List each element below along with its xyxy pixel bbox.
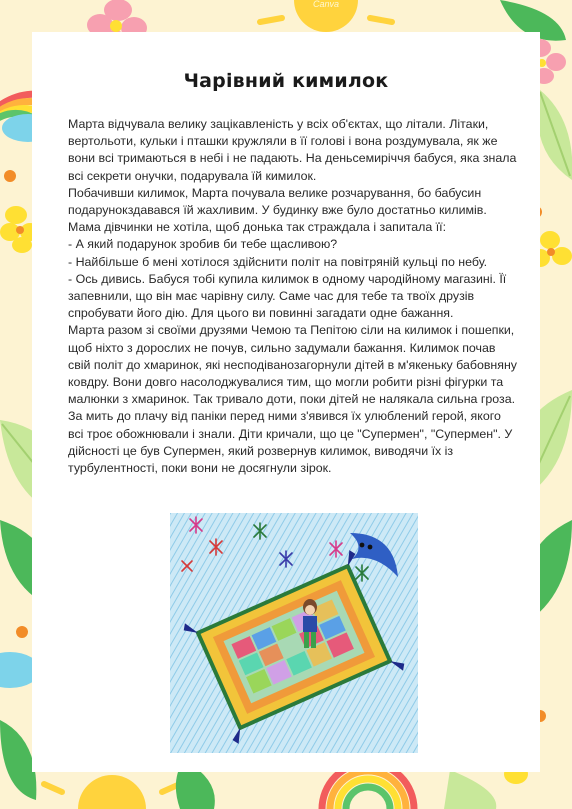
leaf-bottom-left-icon <box>0 720 36 800</box>
page-title: Чарівний кимилок <box>183 70 389 92</box>
story-paragraph: - Найбільше б мені хотілося здійснити політ на повітряній кульці по небу. <box>68 254 488 269</box>
story-paragraph: Марта відчувала велику зацікавленість у всіх об'єктах, що літали. Літаки, вертольоти, кульки і пташки кружляли в її голові і вона роздумувала, як же вони всі тримаються в небі і не падають. На деньсемиріччя бабуся, яка знала всі секрети онучки, подарувала їй кимилок. <box>68 117 517 183</box>
story-paragraph: - А який подарунок зробив би тебе щасливою? <box>68 237 338 252</box>
story-paragraph: - Ось дивись. Бабуся тобі купила килимок в одному чародійному магазині. Її запевнили, що він має чарівну силу. Саме час для тебе та твоїх друзів спробувати його дію. Для цього ви повинні загадати одне бажання. <box>68 271 507 321</box>
story-paragraph: Марта разом зі своїми друзями Чемою та Пепітою сіли на килимок і пошепки, щоб ніхто з дорослих не почув, сильно задумали бажання. Килимок почав свій політ до хмаринок, які несподіванозагорнули дітей в м'якеньку бабовняну ковдру. Вони довго насолоджувалися тим, що могли робити різні фігурки та малюнки з хмаринок. Так тривало доти, поки дітей не налякала сильна гроза. За мить до плачу від паніки перед ними з'явився їх улюблений герой, якого всі троє обожнювали і знали. Діти кричали, що це "Супермен", "Супермен". У дійсності це був Супермен, який розвернув килимок, виводячи їх із турбулентності, поки вони не досягнули зірок. <box>68 323 518 476</box>
carpet-drawing-image <box>170 513 418 753</box>
story-paragraph: Побачивши килимок, Марта почувала велике розчарування, бо бабусин подарунокздавався їй жахливим. У будинку вже було достатньо килимів. Мама дівчинки не хотіла, щоб донька так страждала і запитала її: <box>68 185 487 235</box>
orange-dot-icon <box>4 170 16 182</box>
story-text <box>68 116 518 477</box>
leaf-right-icon <box>537 90 572 180</box>
sun-watermark: Canva <box>312 0 339 9</box>
orange-dot-icon <box>16 626 28 638</box>
